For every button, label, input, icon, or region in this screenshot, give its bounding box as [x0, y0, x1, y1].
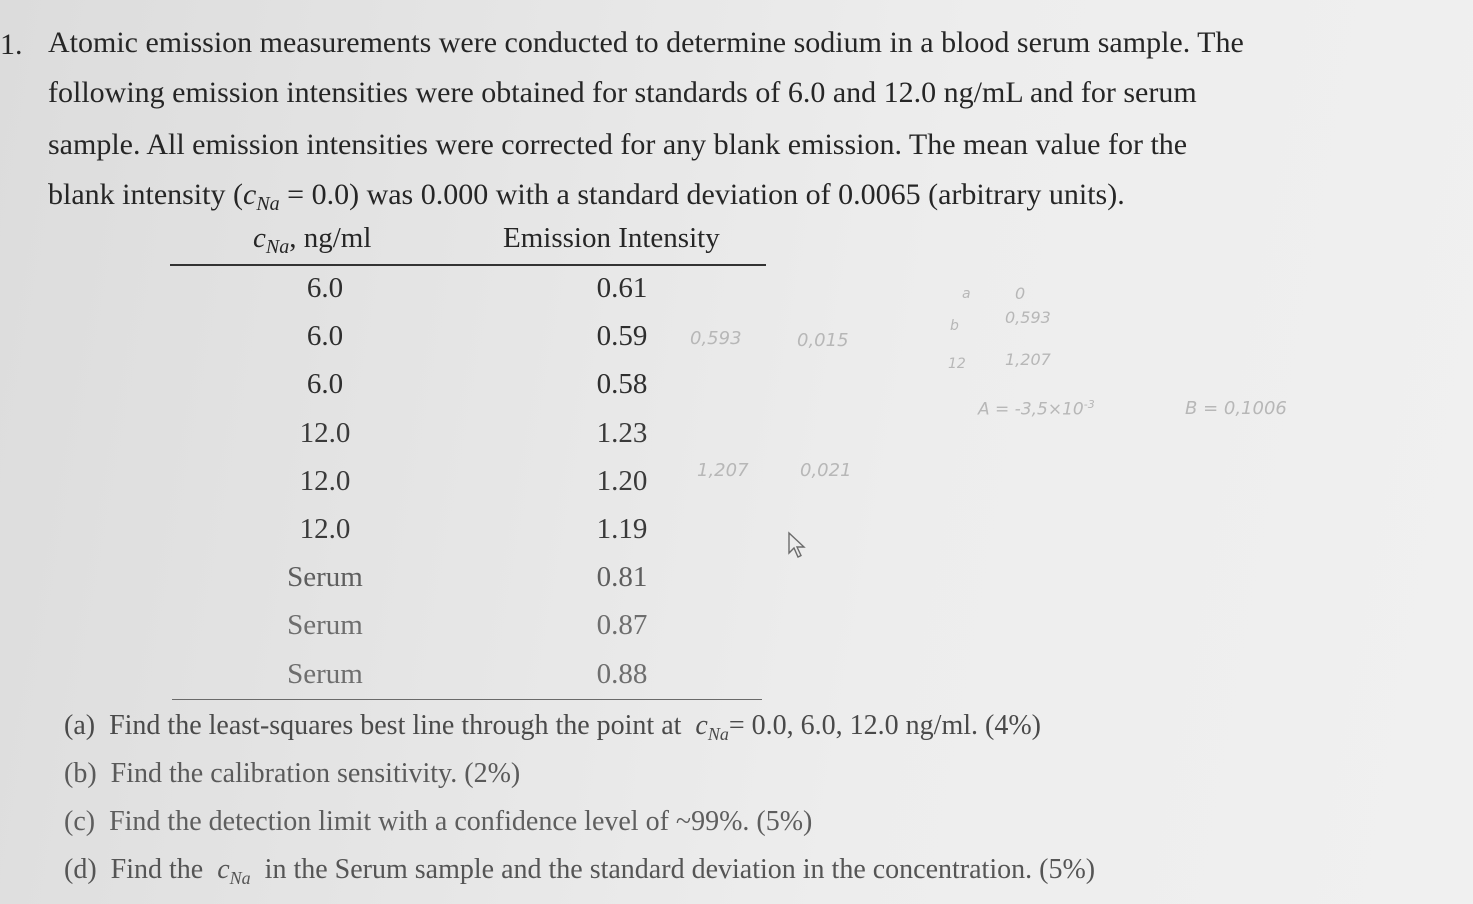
part-d	[64, 854, 1095, 886]
line4-suffix: = 0.0) was 0.000 with a standard deviation of 0.0065 (arbitrary units).	[279, 178, 1125, 211]
part-b-text: Find the calibration sensitivity. (2%)	[110, 758, 521, 789]
table-header-intensity: Emission Intensity	[503, 222, 720, 254]
table-cell-concentration: Serum	[287, 657, 363, 690]
handwritten-note-1207: 1,207	[1005, 350, 1051, 369]
handwritten-note-a: a	[962, 286, 971, 302]
table-cell-intensity: 1.23	[596, 416, 648, 449]
table-cell-concentration: Serum	[287, 609, 363, 642]
mouse-cursor-icon	[787, 531, 809, 564]
part-a-tail: = 0.0, 6.0, 12.0 ng/ml. (4%)	[728, 710, 1041, 741]
part-a-label: (a)	[64, 710, 96, 741]
handwritten-note-a-value	[978, 398, 1095, 420]
table-cell-concentration: Serum	[287, 561, 363, 594]
part-b-label: (b)	[64, 758, 97, 789]
line4-prefix: blank intensity (	[48, 178, 243, 211]
table-cell-concentration: 6.0	[306, 368, 344, 401]
question-line-2: following emission intensities were obtained for standards of 6.0 and 12.0 ng/mL and for serum	[48, 76, 1197, 109]
header-c-symbol: c	[253, 222, 266, 254]
table-cell-intensity: 0.87	[596, 609, 648, 642]
handwritten-note-b-value: B = 0,1006	[1185, 398, 1287, 419]
handwritten-note-12: 12	[948, 356, 966, 372]
question-line-4	[48, 170, 1125, 223]
table-bottom-rule	[172, 699, 762, 700]
table-header-rule	[170, 264, 766, 266]
part-a-c-symbol: c	[695, 710, 708, 741]
table-cell-concentration: 6.0	[306, 320, 344, 353]
part-c-label: (c)	[64, 806, 96, 837]
table-cell-intensity: 1.20	[596, 464, 648, 497]
question-number: 1.	[0, 28, 23, 61]
table-cell-intensity: 0.61	[596, 272, 648, 304]
handwritten-note-2: 0,015	[797, 330, 849, 351]
line4-subscript: Na	[256, 193, 280, 215]
part-d-c-symbol: c	[217, 854, 230, 885]
part-c-text: Find the detection limit with a confidence level of ~99%. (5%)	[109, 806, 813, 837]
table-cell-concentration: 12.0	[299, 464, 351, 497]
part-b	[64, 758, 520, 790]
part-d-subscript: Na	[229, 868, 251, 888]
part-d-label: (d)	[64, 854, 97, 885]
question-line-1: Atomic emission measurements were conducted to determine sodium in a blood serum sample. The	[48, 26, 1244, 59]
table-cell-concentration: 12.0	[299, 513, 351, 545]
header-subscript: Na	[265, 236, 290, 258]
table-cell-intensity: 1.19	[596, 513, 648, 545]
table-cell-intensity: 0.81	[596, 561, 648, 594]
table-cell-intensity: 0.59	[596, 320, 648, 353]
table-header-concentration	[253, 222, 372, 258]
line4-c-symbol: c	[242, 178, 257, 211]
question-line-3: sample. All emission intensities were corrected for any blank emission. The mean value for the	[48, 128, 1188, 161]
part-d-text-post: in the Serum sample and the standard deviation in the concentration. (5%)	[264, 854, 1096, 885]
handwritten-note-zero: 0	[1015, 284, 1026, 303]
table-cell-concentration: 12.0	[299, 416, 351, 449]
part-a	[64, 710, 1041, 742]
table-cell-intensity: 0.88	[596, 657, 648, 690]
part-d-text-pre: Find the	[110, 854, 204, 885]
part-a-subscript: Na	[707, 724, 729, 744]
table-cell-intensity: 0.58	[596, 368, 648, 401]
a-value-text: A = -3,5×10	[978, 399, 1084, 420]
part-c	[64, 806, 812, 838]
handwritten-note-1: 0,593	[690, 328, 742, 349]
handwritten-note-0593: 0,593	[1005, 308, 1051, 327]
handwritten-note-3: 1,207	[697, 460, 749, 481]
handwritten-note-b: b	[950, 318, 959, 334]
part-a-text: Find the least-squares best line through the point at	[109, 710, 682, 741]
table-cell-concentration: 6.0	[306, 272, 344, 304]
handwritten-note-4: 0,021	[800, 460, 852, 481]
header-unit: , ng/ml	[289, 222, 372, 254]
a-value-exponent: -3	[1083, 398, 1095, 411]
